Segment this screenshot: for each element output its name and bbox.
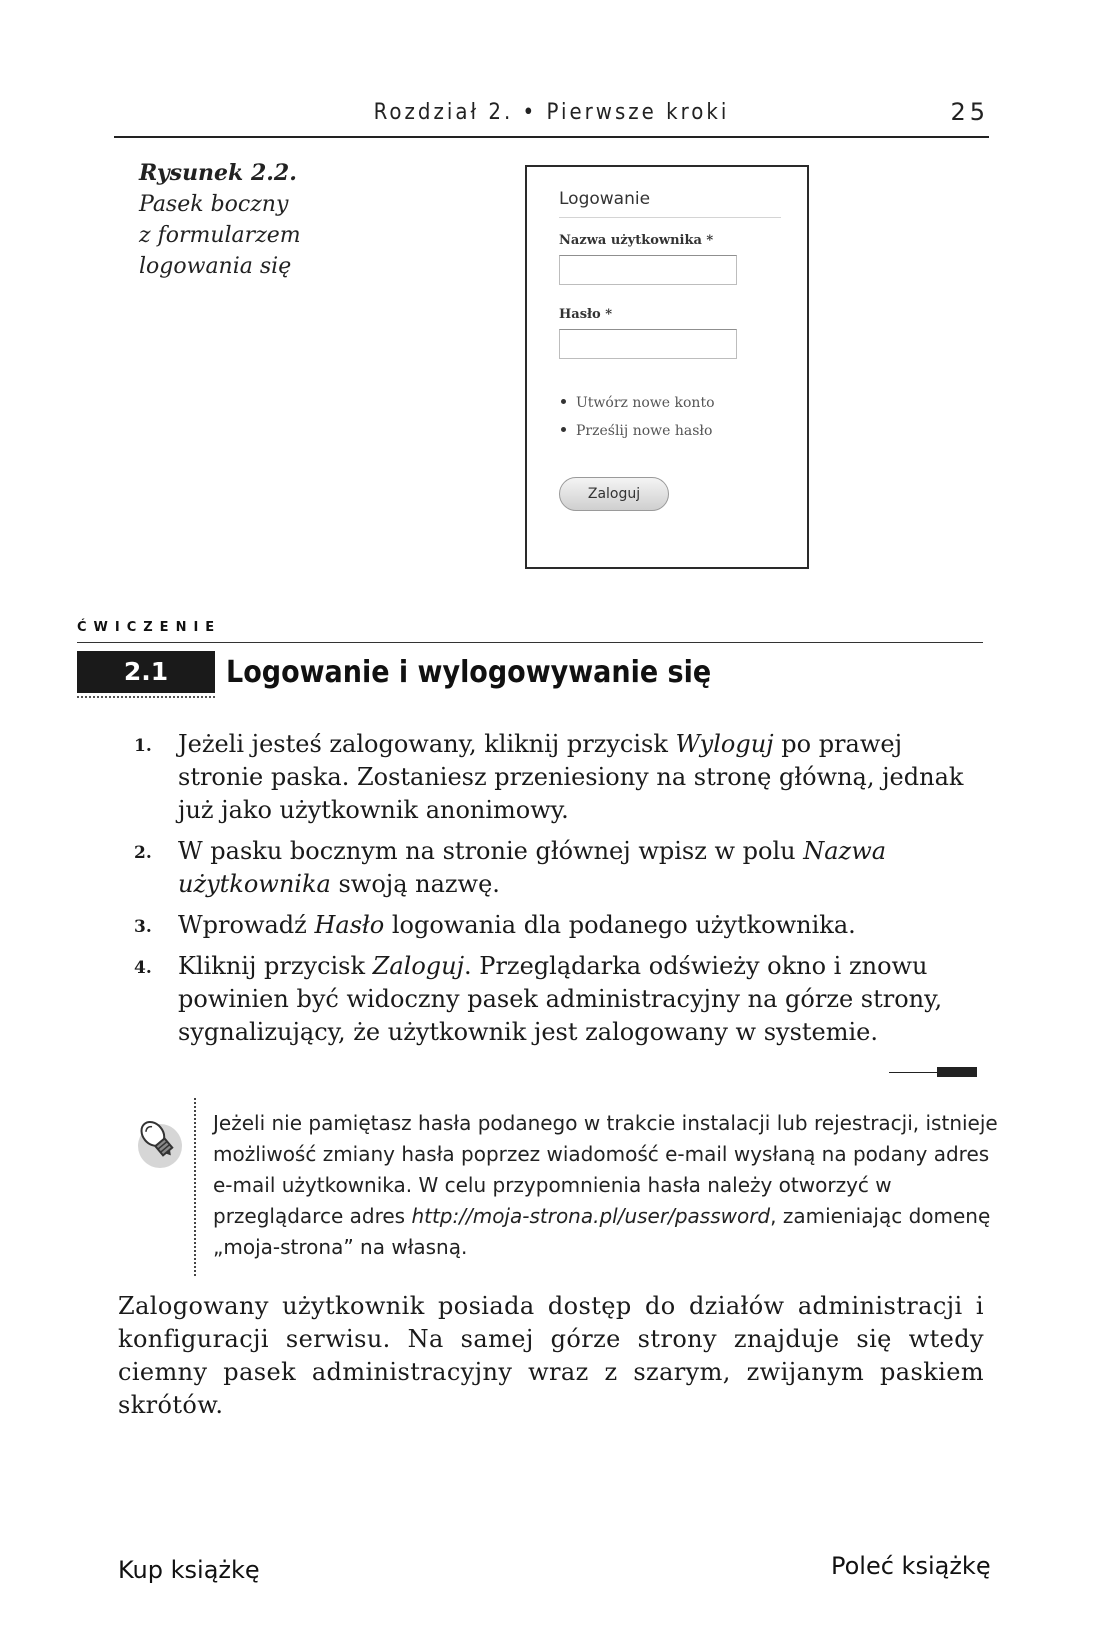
step-item: 3. Wprowadź Hasło logowania dla podanego użytkownika. xyxy=(134,909,994,942)
bullet-icon xyxy=(561,399,566,404)
step-item: 4. Kliknij przycisk Zaloguj. Przeglądarka odświeży okno i znowu powinien być widoczny pasek administracyjny na górze strony, sygnalizujący, że użytkownik jest zalogowany w systemie. xyxy=(134,952,943,1046)
lightbulb-icon xyxy=(128,1110,188,1170)
running-header xyxy=(114,96,989,138)
exercise-end-rule xyxy=(889,1072,937,1073)
note-text: Jeżeli nie pamiętasz hasła podanego w trakcie instalacji lub rejestracji, istnieje możliwość zmiany hasła poprzez wiadomość e-mail wysłaną na podany adres e-mail użytkownika. W celu przypomnienia hasła należy otworzyć w przeglądarce adres http://moja-strona.pl/user/password, zamieniając domenę „moja-strona” na własną. xyxy=(213,1111,998,1259)
username-label: Nazwa użytkownika * xyxy=(559,233,714,248)
caption-line: Pasek boczny xyxy=(139,192,289,217)
body-paragraph: Zalogowany użytkownik posiada dostęp do działów administracji i konfiguracji serwisu. Na samej górze strony znajduje się wtedy ciemny pasek administracyjny wraz z szarym, zwijanym paskiem skrótów. xyxy=(118,1292,984,1419)
step-number: 4. xyxy=(134,958,152,978)
reset-password-link[interactable]: Prześlij nowe hasło xyxy=(559,417,715,445)
password-label: Hasło * xyxy=(559,307,613,322)
recommend-book-link[interactable]: Poleć książkę xyxy=(831,1552,991,1580)
page-number: 25 xyxy=(950,98,989,126)
login-form-figure xyxy=(525,165,809,569)
exercise-number-underline xyxy=(77,696,215,698)
exercise-title: Logowanie i wylogowywanie się xyxy=(226,655,712,690)
step-number: 1. xyxy=(134,736,152,756)
note-divider xyxy=(194,1098,196,1276)
exercise-steps xyxy=(134,728,994,1057)
step-number: 2. xyxy=(134,843,152,863)
exercise-rule xyxy=(77,642,983,643)
caption-line: logowania się xyxy=(139,254,292,279)
step-item: 2. W pasku bocznym na stronie głównej wpisz w polu Nazwa użytkownika swoją nazwę. xyxy=(134,837,887,898)
figure-number: Rysunek 2.2. xyxy=(139,160,297,186)
step-number: 3. xyxy=(134,917,152,937)
username-field[interactable] xyxy=(559,255,737,285)
note-url: http://moja-strona.pl/user/password xyxy=(411,1204,771,1228)
running-title: Rozdział 2. • Pierwsze kroki xyxy=(373,100,730,125)
caption-line: z formularzem xyxy=(139,223,301,248)
login-button[interactable]: Zaloguj xyxy=(559,477,669,511)
step-item: 1. Jeżeli jesteś zalogowany, kliknij przycisk Wyloguj po prawej stronie paska. Zostaniesz przeniesiony na stronę główną, jednak już jako użytkownik anonimowy. xyxy=(134,730,964,824)
figure-caption xyxy=(139,158,359,282)
login-links xyxy=(559,389,715,445)
create-account-link[interactable]: Utwórz nowe konto xyxy=(559,389,715,417)
bullet-icon xyxy=(561,427,566,432)
password-field[interactable] xyxy=(559,329,737,359)
exercise-end-block xyxy=(937,1067,977,1077)
login-block-title: Logowanie xyxy=(559,189,781,218)
exercise-kicker: ĆWICZENIE xyxy=(77,620,222,635)
buy-book-link[interactable]: Kup książkę xyxy=(118,1556,260,1584)
exercise-number: 2.1 xyxy=(77,651,215,693)
